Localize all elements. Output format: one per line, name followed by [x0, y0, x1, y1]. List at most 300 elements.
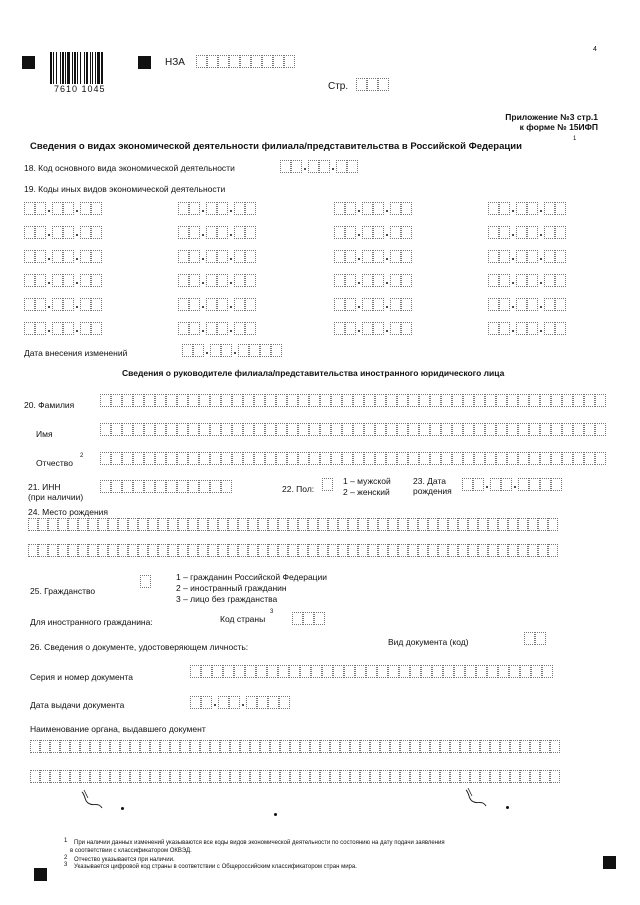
- input-cell[interactable]: [443, 665, 454, 678]
- input-cell[interactable]: [250, 770, 260, 783]
- sex-cell[interactable]: [322, 478, 333, 491]
- input-cell[interactable]: [485, 452, 496, 465]
- input-cell[interactable]: [373, 202, 384, 215]
- okved-code-cells[interactable]: [178, 298, 256, 311]
- input-cell[interactable]: [448, 518, 458, 531]
- input-cell[interactable]: [110, 770, 120, 783]
- input-cell[interactable]: [356, 78, 367, 91]
- input-cell[interactable]: [333, 665, 344, 678]
- input-cell[interactable]: [267, 665, 278, 678]
- input-cell[interactable]: [470, 740, 480, 753]
- input-cell[interactable]: [63, 226, 74, 239]
- input-cell[interactable]: [480, 740, 490, 753]
- input-cell[interactable]: [35, 298, 46, 311]
- input-cell[interactable]: [516, 250, 527, 263]
- input-cell[interactable]: [399, 665, 410, 678]
- input-cell[interactable]: [328, 544, 338, 557]
- input-cell[interactable]: [189, 226, 200, 239]
- input-cell[interactable]: [397, 394, 408, 407]
- input-cell[interactable]: [206, 322, 217, 335]
- input-cell[interactable]: [243, 394, 254, 407]
- input-cell[interactable]: [562, 423, 573, 436]
- okved-code-cells[interactable]: [488, 298, 566, 311]
- input-cell[interactable]: [510, 740, 520, 753]
- input-cell[interactable]: [177, 452, 188, 465]
- input-cell[interactable]: [370, 770, 380, 783]
- input-cell[interactable]: [524, 632, 535, 645]
- input-cell[interactable]: [206, 250, 217, 263]
- input-cell[interactable]: [584, 394, 595, 407]
- input-cell[interactable]: [290, 740, 300, 753]
- input-cell[interactable]: [516, 226, 527, 239]
- input-cell[interactable]: [458, 518, 468, 531]
- input-cell[interactable]: [309, 452, 320, 465]
- input-cell[interactable]: [287, 423, 298, 436]
- input-cell[interactable]: [538, 518, 548, 531]
- input-cell[interactable]: [291, 160, 302, 173]
- input-cell[interactable]: [573, 452, 584, 465]
- input-cell[interactable]: [320, 394, 331, 407]
- input-cell[interactable]: [331, 423, 342, 436]
- input-cell[interactable]: [454, 665, 465, 678]
- input-cell[interactable]: [248, 518, 258, 531]
- input-cell[interactable]: [487, 665, 498, 678]
- input-cell[interactable]: [595, 394, 606, 407]
- input-cell[interactable]: [516, 298, 527, 311]
- input-cell[interactable]: [158, 544, 168, 557]
- input-cell[interactable]: [178, 250, 189, 263]
- input-cell[interactable]: [562, 394, 573, 407]
- input-cell[interactable]: [507, 423, 518, 436]
- input-cell[interactable]: [420, 740, 430, 753]
- input-cell[interactable]: [128, 518, 138, 531]
- input-cell[interactable]: [364, 423, 375, 436]
- country-code-cells[interactable]: [292, 612, 325, 625]
- input-cell[interactable]: [199, 423, 210, 436]
- input-cell[interactable]: [243, 452, 254, 465]
- input-cell[interactable]: [48, 544, 58, 557]
- input-cell[interactable]: [260, 344, 271, 357]
- input-cell[interactable]: [544, 298, 555, 311]
- input-cell[interactable]: [388, 665, 399, 678]
- input-cell[interactable]: [91, 322, 102, 335]
- input-cell[interactable]: [386, 452, 397, 465]
- input-cell[interactable]: [268, 518, 278, 531]
- input-cell[interactable]: [573, 394, 584, 407]
- input-cell[interactable]: [397, 452, 408, 465]
- input-cell[interactable]: [238, 344, 249, 357]
- input-cell[interactable]: [188, 452, 199, 465]
- input-cell[interactable]: [24, 322, 35, 335]
- input-cell[interactable]: [88, 544, 98, 557]
- input-cell[interactable]: [348, 518, 358, 531]
- input-cell[interactable]: [334, 202, 345, 215]
- input-cell[interactable]: [148, 544, 158, 557]
- input-cell[interactable]: [111, 423, 122, 436]
- input-cell[interactable]: [189, 250, 200, 263]
- input-cell[interactable]: [48, 518, 58, 531]
- input-cell[interactable]: [188, 423, 199, 436]
- input-cell[interactable]: [199, 480, 210, 493]
- input-cell[interactable]: [60, 770, 70, 783]
- input-cell[interactable]: [262, 55, 273, 68]
- input-cell[interactable]: [288, 518, 298, 531]
- input-cell[interactable]: [303, 612, 314, 625]
- input-cell[interactable]: [350, 770, 360, 783]
- input-cell[interactable]: [377, 665, 388, 678]
- input-cell[interactable]: [100, 480, 111, 493]
- input-cell[interactable]: [318, 544, 328, 557]
- input-cell[interactable]: [516, 202, 527, 215]
- input-cell[interactable]: [480, 770, 490, 783]
- input-cell[interactable]: [260, 740, 270, 753]
- input-cell[interactable]: [496, 452, 507, 465]
- input-cell[interactable]: [573, 423, 584, 436]
- input-cell[interactable]: [234, 298, 245, 311]
- input-cell[interactable]: [518, 518, 528, 531]
- input-cell[interactable]: [52, 202, 63, 215]
- input-cell[interactable]: [200, 770, 210, 783]
- input-cell[interactable]: [68, 544, 78, 557]
- input-cell[interactable]: [530, 740, 540, 753]
- input-cell[interactable]: [63, 322, 74, 335]
- input-cell[interactable]: [460, 770, 470, 783]
- input-cell[interactable]: [52, 226, 63, 239]
- input-cell[interactable]: [35, 226, 46, 239]
- input-cell[interactable]: [438, 544, 448, 557]
- input-cell[interactable]: [300, 770, 310, 783]
- input-cell[interactable]: [122, 480, 133, 493]
- okved-code-cells[interactable]: [334, 226, 412, 239]
- birthplace-cells-1[interactable]: [28, 518, 558, 531]
- input-cell[interactable]: [190, 696, 201, 709]
- surname-cells[interactable]: [100, 394, 606, 407]
- input-cell[interactable]: [278, 665, 289, 678]
- okved-code-cells[interactable]: [488, 226, 566, 239]
- input-cell[interactable]: [100, 452, 111, 465]
- input-cell[interactable]: [500, 740, 510, 753]
- input-cell[interactable]: [188, 518, 198, 531]
- input-cell[interactable]: [350, 740, 360, 753]
- input-cell[interactable]: [555, 298, 566, 311]
- input-cell[interactable]: [432, 665, 443, 678]
- input-cell[interactable]: [188, 394, 199, 407]
- input-cell[interactable]: [221, 480, 232, 493]
- input-cell[interactable]: [510, 770, 520, 783]
- input-cell[interactable]: [170, 740, 180, 753]
- input-cell[interactable]: [238, 544, 248, 557]
- input-cell[interactable]: [28, 544, 38, 557]
- input-cell[interactable]: [271, 344, 282, 357]
- input-cell[interactable]: [210, 394, 221, 407]
- input-cell[interactable]: [52, 274, 63, 287]
- input-cell[interactable]: [24, 250, 35, 263]
- input-cell[interactable]: [430, 452, 441, 465]
- input-cell[interactable]: [441, 452, 452, 465]
- input-cell[interactable]: [207, 55, 218, 68]
- okved-code-cells[interactable]: [334, 274, 412, 287]
- input-cell[interactable]: [178, 518, 188, 531]
- input-cell[interactable]: [345, 274, 356, 287]
- input-cell[interactable]: [488, 202, 499, 215]
- citizenship-cell[interactable]: [140, 575, 151, 588]
- input-cell[interactable]: [190, 665, 201, 678]
- input-cell[interactable]: [70, 740, 80, 753]
- input-cell[interactable]: [168, 518, 178, 531]
- input-cell[interactable]: [150, 770, 160, 783]
- input-cell[interactable]: [38, 518, 48, 531]
- input-cell[interactable]: [527, 322, 538, 335]
- input-cell[interactable]: [544, 274, 555, 287]
- input-cell[interactable]: [118, 518, 128, 531]
- input-cell[interactable]: [319, 160, 330, 173]
- input-cell[interactable]: [144, 423, 155, 436]
- input-cell[interactable]: [347, 160, 358, 173]
- okved-code-cells[interactable]: [178, 322, 256, 335]
- input-cell[interactable]: [420, 770, 430, 783]
- input-cell[interactable]: [199, 452, 210, 465]
- input-cell[interactable]: [419, 394, 430, 407]
- input-cell[interactable]: [91, 226, 102, 239]
- input-cell[interactable]: [270, 770, 280, 783]
- input-cell[interactable]: [474, 423, 485, 436]
- input-cell[interactable]: [400, 740, 410, 753]
- input-cell[interactable]: [331, 394, 342, 407]
- input-cell[interactable]: [91, 202, 102, 215]
- okved-code-cells[interactable]: [24, 322, 102, 335]
- input-cell[interactable]: [52, 322, 63, 335]
- input-cell[interactable]: [378, 544, 388, 557]
- input-cell[interactable]: [245, 202, 256, 215]
- input-cell[interactable]: [334, 250, 345, 263]
- input-cell[interactable]: [499, 202, 510, 215]
- input-cell[interactable]: [498, 665, 509, 678]
- input-cell[interactable]: [390, 226, 401, 239]
- input-cell[interactable]: [555, 322, 566, 335]
- input-cell[interactable]: [234, 226, 245, 239]
- input-cell[interactable]: [452, 394, 463, 407]
- input-cell[interactable]: [234, 665, 245, 678]
- input-cell[interactable]: [465, 665, 476, 678]
- input-cell[interactable]: [144, 452, 155, 465]
- input-cell[interactable]: [140, 770, 150, 783]
- input-cell[interactable]: [362, 202, 373, 215]
- input-cell[interactable]: [584, 452, 595, 465]
- input-cell[interactable]: [462, 478, 473, 491]
- input-cell[interactable]: [206, 202, 217, 215]
- input-cell[interactable]: [245, 250, 256, 263]
- input-cell[interactable]: [178, 322, 189, 335]
- input-cell[interactable]: [40, 770, 50, 783]
- input-cell[interactable]: [468, 518, 478, 531]
- input-cell[interactable]: [218, 55, 229, 68]
- input-cell[interactable]: [400, 770, 410, 783]
- input-cell[interactable]: [30, 740, 40, 753]
- input-cell[interactable]: [527, 274, 538, 287]
- input-cell[interactable]: [218, 544, 228, 557]
- input-cell[interactable]: [210, 740, 220, 753]
- input-cell[interactable]: [243, 423, 254, 436]
- input-cell[interactable]: [438, 518, 448, 531]
- input-cell[interactable]: [257, 696, 268, 709]
- input-cell[interactable]: [258, 518, 268, 531]
- input-cell[interactable]: [245, 274, 256, 287]
- input-cell[interactable]: [210, 452, 221, 465]
- input-cell[interactable]: [490, 770, 500, 783]
- input-cell[interactable]: [38, 544, 48, 557]
- input-cell[interactable]: [551, 394, 562, 407]
- input-cell[interactable]: [52, 298, 63, 311]
- input-cell[interactable]: [440, 770, 450, 783]
- input-cell[interactable]: [373, 298, 384, 311]
- input-cell[interactable]: [100, 740, 110, 753]
- input-cell[interactable]: [408, 518, 418, 531]
- input-cell[interactable]: [240, 55, 251, 68]
- input-cell[interactable]: [177, 423, 188, 436]
- input-cell[interactable]: [229, 696, 240, 709]
- input-cell[interactable]: [232, 452, 243, 465]
- input-cell[interactable]: [401, 250, 412, 263]
- input-cell[interactable]: [550, 740, 560, 753]
- input-cell[interactable]: [308, 518, 318, 531]
- input-cell[interactable]: [320, 740, 330, 753]
- input-cell[interactable]: [320, 770, 330, 783]
- okved-code-cells[interactable]: [488, 274, 566, 287]
- input-cell[interactable]: [342, 394, 353, 407]
- input-cell[interactable]: [28, 518, 38, 531]
- input-cell[interactable]: [334, 322, 345, 335]
- input-cell[interactable]: [78, 544, 88, 557]
- input-cell[interactable]: [345, 322, 356, 335]
- patronymic-cells[interactable]: [100, 452, 606, 465]
- input-cell[interactable]: [91, 250, 102, 263]
- page-cells[interactable]: [356, 78, 389, 91]
- input-cell[interactable]: [206, 274, 217, 287]
- input-cell[interactable]: [138, 518, 148, 531]
- input-cell[interactable]: [548, 518, 558, 531]
- input-cell[interactable]: [188, 544, 198, 557]
- input-cell[interactable]: [290, 770, 300, 783]
- input-cell[interactable]: [284, 55, 295, 68]
- input-cell[interactable]: [265, 452, 276, 465]
- input-cell[interactable]: [331, 452, 342, 465]
- input-cell[interactable]: [230, 740, 240, 753]
- input-cell[interactable]: [320, 423, 331, 436]
- input-cell[interactable]: [401, 322, 412, 335]
- input-cell[interactable]: [478, 544, 488, 557]
- input-cell[interactable]: [520, 770, 530, 783]
- input-cell[interactable]: [529, 478, 540, 491]
- input-cell[interactable]: [254, 452, 265, 465]
- input-cell[interactable]: [128, 544, 138, 557]
- input-cell[interactable]: [544, 202, 555, 215]
- input-cell[interactable]: [527, 226, 538, 239]
- input-cell[interactable]: [178, 226, 189, 239]
- input-cell[interactable]: [280, 770, 290, 783]
- input-cell[interactable]: [531, 665, 542, 678]
- input-cell[interactable]: [499, 298, 510, 311]
- input-cell[interactable]: [111, 452, 122, 465]
- input-cell[interactable]: [390, 770, 400, 783]
- input-cell[interactable]: [265, 423, 276, 436]
- input-cell[interactable]: [133, 423, 144, 436]
- input-cell[interactable]: [488, 298, 499, 311]
- okved-code-cells[interactable]: [178, 202, 256, 215]
- input-cell[interactable]: [540, 740, 550, 753]
- input-cell[interactable]: [63, 250, 74, 263]
- input-cell[interactable]: [551, 478, 562, 491]
- input-cell[interactable]: [375, 394, 386, 407]
- input-cell[interactable]: [390, 250, 401, 263]
- input-cell[interactable]: [217, 274, 228, 287]
- input-cell[interactable]: [258, 544, 268, 557]
- input-cell[interactable]: [485, 423, 496, 436]
- input-cell[interactable]: [228, 518, 238, 531]
- input-cell[interactable]: [499, 322, 510, 335]
- input-cell[interactable]: [122, 452, 133, 465]
- input-cell[interactable]: [130, 770, 140, 783]
- input-cell[interactable]: [441, 394, 452, 407]
- input-cell[interactable]: [208, 518, 218, 531]
- input-cell[interactable]: [401, 298, 412, 311]
- doc-org-cells-2[interactable]: [30, 770, 560, 783]
- input-cell[interactable]: [245, 298, 256, 311]
- input-cell[interactable]: [380, 740, 390, 753]
- input-cell[interactable]: [218, 696, 229, 709]
- input-cell[interactable]: [501, 478, 512, 491]
- input-cell[interactable]: [298, 452, 309, 465]
- input-cell[interactable]: [390, 202, 401, 215]
- input-cell[interactable]: [80, 274, 91, 287]
- input-cell[interactable]: [380, 770, 390, 783]
- input-cell[interactable]: [278, 544, 288, 557]
- input-cell[interactable]: [498, 544, 508, 557]
- input-cell[interactable]: [555, 226, 566, 239]
- input-cell[interactable]: [507, 452, 518, 465]
- input-cell[interactable]: [330, 740, 340, 753]
- input-cell[interactable]: [551, 423, 562, 436]
- input-cell[interactable]: [63, 298, 74, 311]
- input-cell[interactable]: [190, 740, 200, 753]
- input-cell[interactable]: [344, 665, 355, 678]
- input-cell[interactable]: [328, 518, 338, 531]
- input-cell[interactable]: [210, 480, 221, 493]
- input-cell[interactable]: [91, 274, 102, 287]
- input-cell[interactable]: [418, 518, 428, 531]
- input-cell[interactable]: [268, 544, 278, 557]
- input-cell[interactable]: [308, 544, 318, 557]
- input-cell[interactable]: [218, 518, 228, 531]
- input-cell[interactable]: [311, 665, 322, 678]
- input-cell[interactable]: [408, 394, 419, 407]
- input-cell[interactable]: [166, 480, 177, 493]
- input-cell[interactable]: [52, 250, 63, 263]
- input-cell[interactable]: [508, 518, 518, 531]
- input-cell[interactable]: [35, 250, 46, 263]
- input-cell[interactable]: [254, 394, 265, 407]
- input-cell[interactable]: [133, 394, 144, 407]
- input-cell[interactable]: [196, 55, 207, 68]
- input-cell[interactable]: [245, 226, 256, 239]
- input-cell[interactable]: [488, 250, 499, 263]
- input-cell[interactable]: [234, 274, 245, 287]
- input-cell[interactable]: [287, 394, 298, 407]
- input-cell[interactable]: [90, 740, 100, 753]
- input-cell[interactable]: [201, 696, 212, 709]
- okved-code-cells[interactable]: [334, 298, 412, 311]
- input-cell[interactable]: [140, 740, 150, 753]
- input-cell[interactable]: [488, 274, 499, 287]
